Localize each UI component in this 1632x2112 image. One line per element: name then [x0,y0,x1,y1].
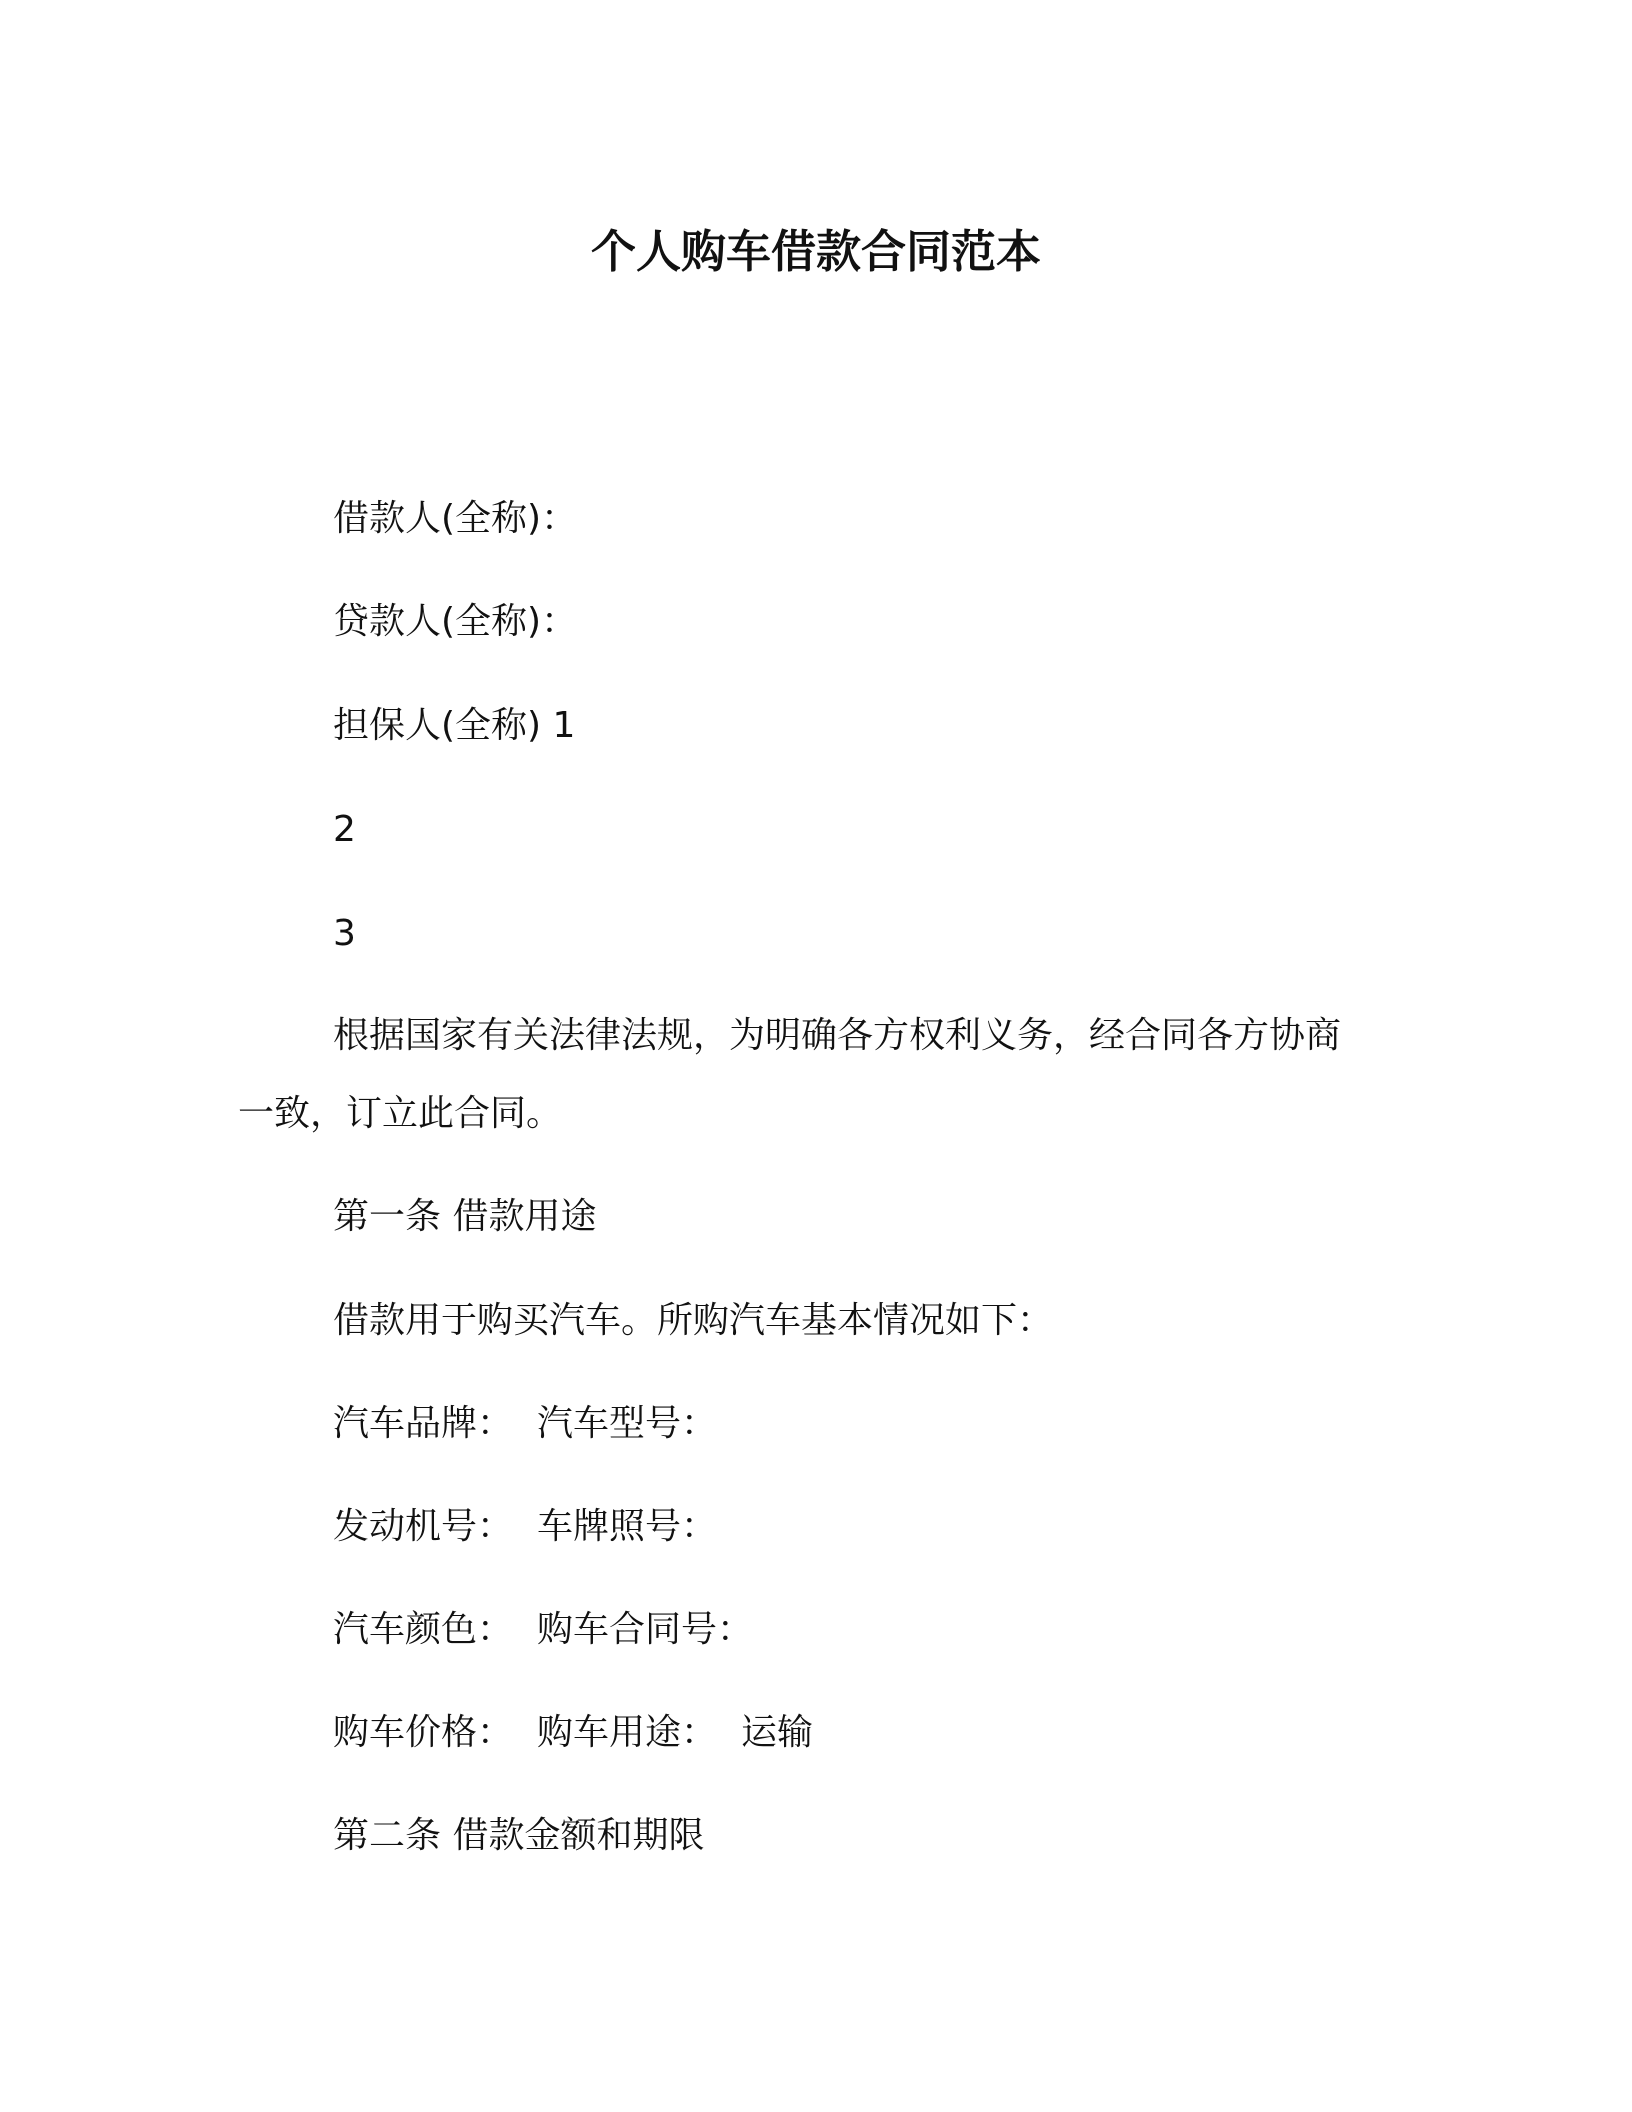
car-color-label: 汽车颜色： [333,1609,514,1650]
vehicle-field-row [333,1503,717,1551]
guarantor-3: 3 [333,913,356,954]
vehicle-field-row [333,1709,813,1757]
purchase-contract-number-label: 购车合同号： [537,1609,754,1650]
plate-number-label: 车牌照号： [537,1506,718,1547]
document-title: 个人购车借款合同范本 [590,225,1041,278]
engine-number-label: 发动机号： [333,1506,514,1547]
borrower-label: 借款人(全称)： [333,498,578,539]
car-model-label: 汽车型号： [537,1403,718,1444]
vehicle-field-row [333,1606,753,1654]
guarantor-label: 担保人(全称) 1 [333,705,576,746]
article-2-heading: 第二条 借款金额和期限 [333,1815,705,1856]
car-price-label: 购车价格： [333,1712,514,1753]
article-1-heading: 第一条 借款用途 [333,1196,597,1237]
vehicle-field-row [333,1400,717,1448]
article-1-intro: 借款用于购买汽车。所购汽车基本情况如下： [333,1300,1054,1341]
car-purpose-label: 购车用途： [537,1712,718,1753]
guarantor-2: 2 [333,809,356,850]
lender-label: 贷款人(全称)： [333,601,578,642]
car-brand-label: 汽车品牌： [333,1403,514,1444]
preamble-line-1: 根据国家有关法律法规，为明确各方权利义务，经合同各方协商 [333,1015,1342,1056]
car-purpose-value: 运输 [741,1712,814,1753]
preamble-line-2: 一致，订立此合同。 [238,1093,563,1134]
